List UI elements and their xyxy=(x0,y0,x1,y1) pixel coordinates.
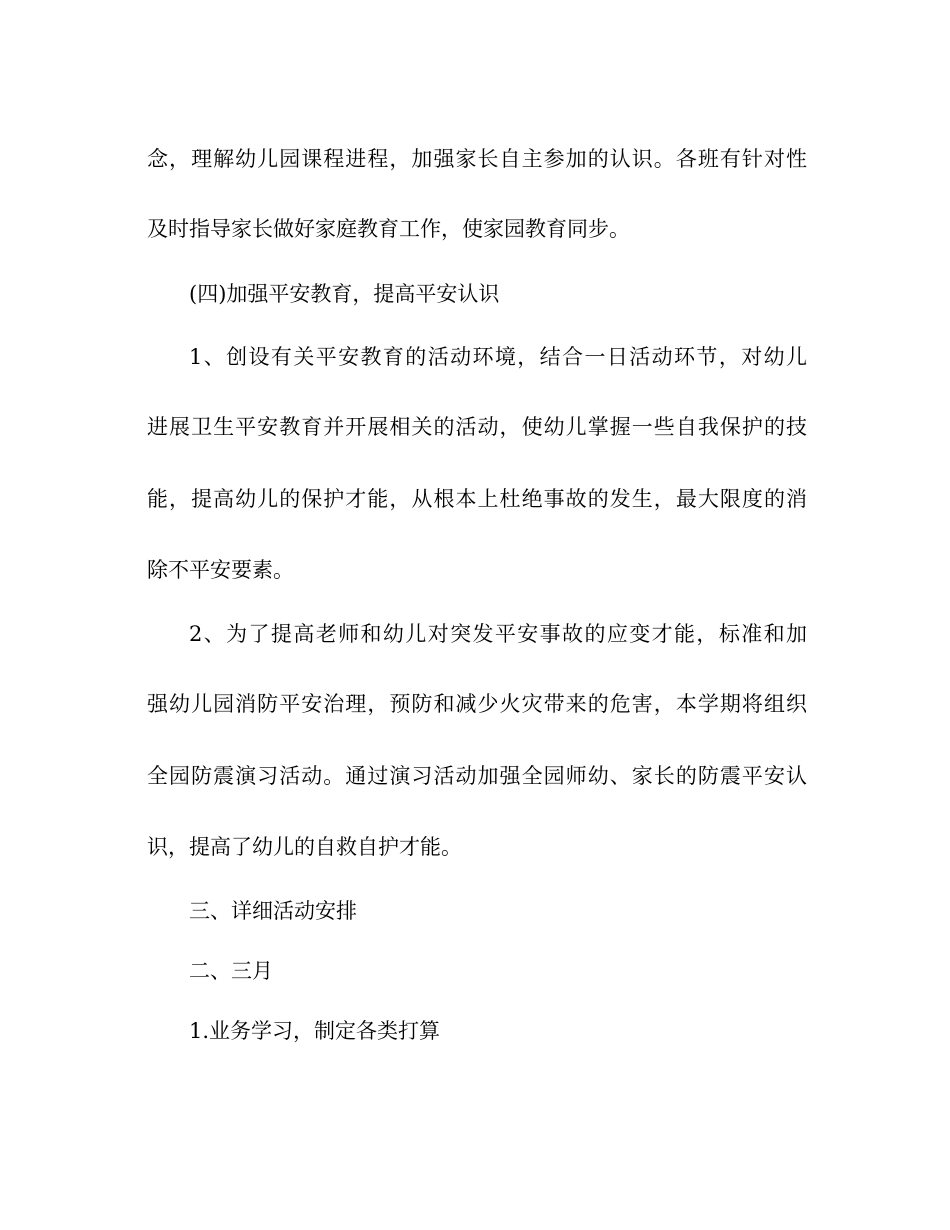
paragraph-line-1: 念，理解幼儿园课程进程，加强家长自主参加的认识。各班有针对性 xyxy=(147,147,807,171)
paragraph-line-9: 强幼儿园消防平安治理，预防和减少火灾带来的危害，本学期将组织 xyxy=(147,692,807,716)
section-heading-activities: 三、详细活动安排 xyxy=(189,899,357,923)
paragraph-line-2: 及时指导家长做好家庭教育工作，使家园教育同步。 xyxy=(147,217,630,241)
paragraph-line-5: 进展卫生平安教育并开展相关的活动，使幼儿掌握一些自我保护的技 xyxy=(147,415,807,439)
subheading-month: 二、三月 xyxy=(189,959,273,983)
list-item-1: 1.业务学习，制定各类打算 xyxy=(189,1019,441,1043)
section-heading-safety: (四)加强平安教育，提高平安认识 xyxy=(189,282,500,306)
paragraph-line-11: 识，提高了幼儿的自救自护才能。 xyxy=(147,835,462,859)
paragraph-line-7: 除不平安要素。 xyxy=(147,558,294,582)
paragraph-line-6: 能，提高幼儿的保护才能，从根本上杜绝事故的发生，最大限度的消 xyxy=(147,487,807,511)
paragraph-line-10: 全园防震演习活动。通过演习活动加强全园师幼、家长的防震平安认 xyxy=(147,764,807,788)
paragraph-line-8: 2、为了提高老师和幼儿对突发平安事故的应变才能，标准和加 xyxy=(189,622,807,646)
paragraph-line-4: 1、创设有关平安教育的活动环境，结合一日活动环节，对幼儿 xyxy=(189,345,807,369)
